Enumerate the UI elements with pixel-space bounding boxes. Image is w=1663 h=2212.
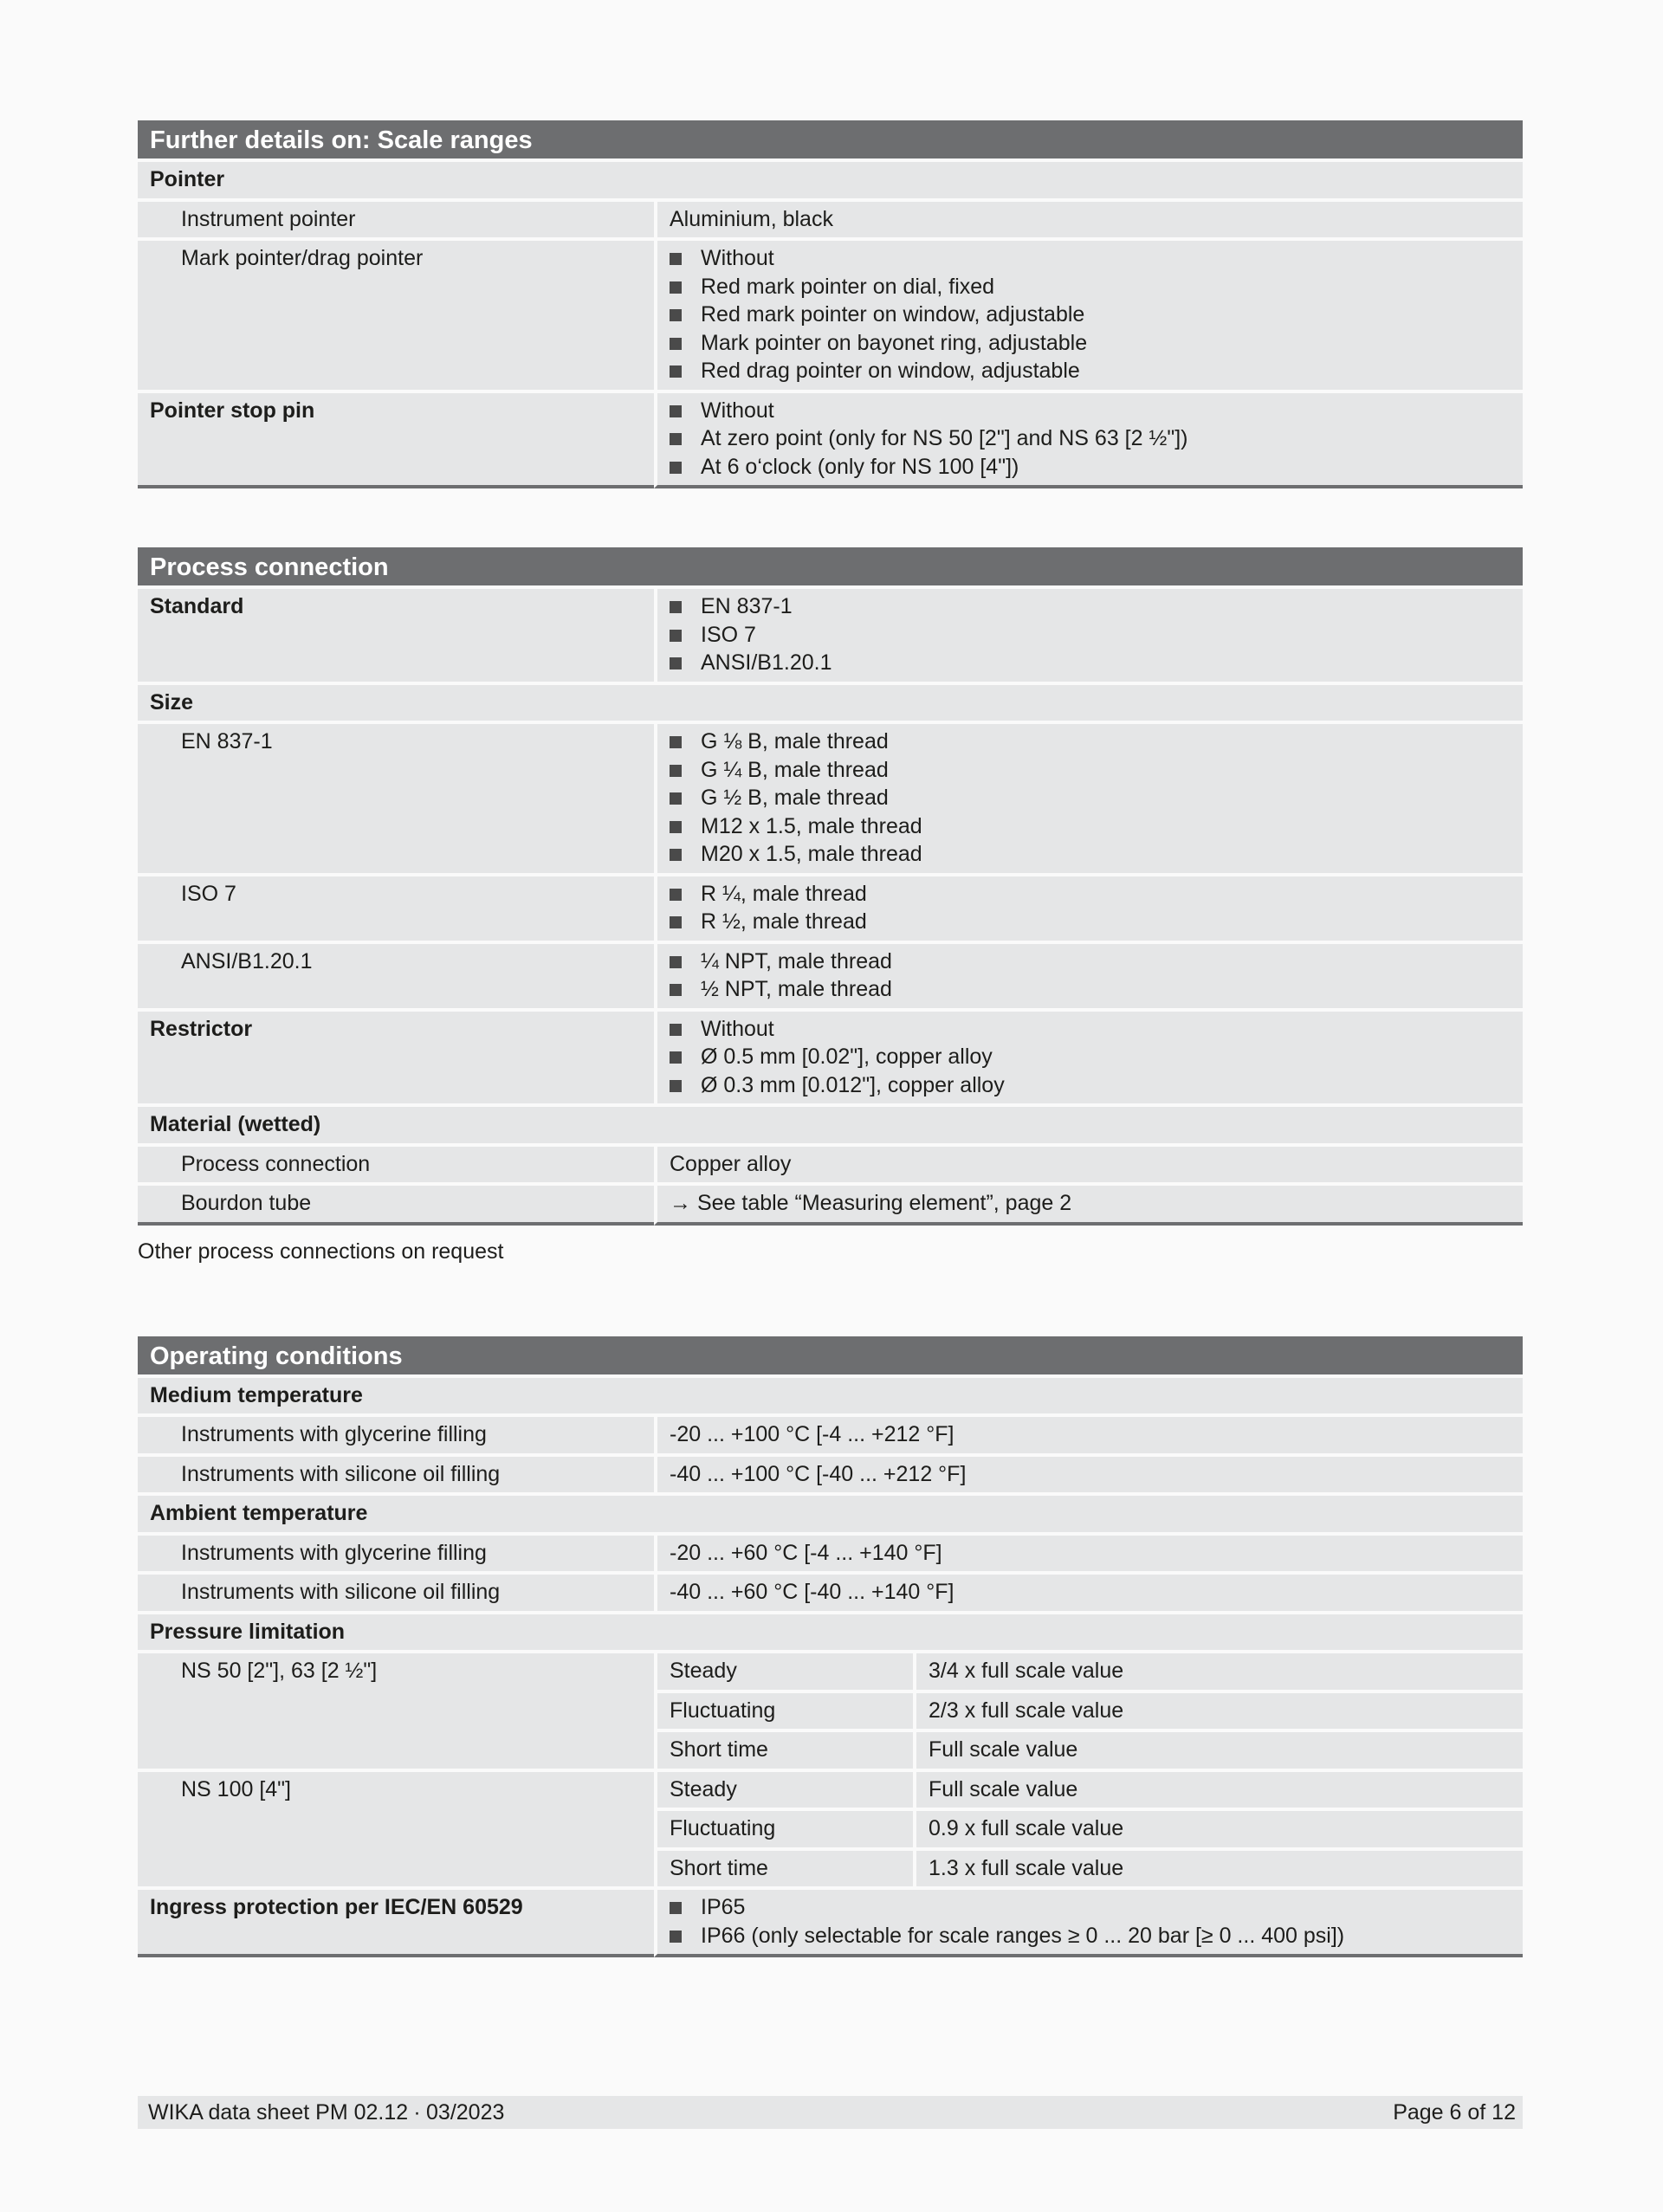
list-item: EN 837-1 [670,592,1511,621]
list-item: IP65 [670,1893,1511,1922]
section-title: Operating conditions [138,1336,1523,1374]
row-label: Instruments with silicone oil filling [138,1575,654,1611]
pressure-value: 3/4 x full scale value [913,1653,1523,1690]
section-title: Further details on: Scale ranges [138,120,1523,158]
scale-ranges-table [138,117,1523,492]
row-value: -20 ... +100 °C [-4 ... +212 °F] [654,1417,1523,1453]
list-item: Red mark pointer on dial, fixed [670,273,1511,301]
section-title: Process connection [138,547,1523,585]
row-label: ANSI/B1.20.1 [138,944,654,1008]
list-item: Without [670,244,1511,273]
pressure-value: 1.3 x full scale value [913,1851,1523,1887]
row-label: Instruments with glycerine filling [138,1417,654,1453]
row-label: Instrument pointer [138,202,654,238]
list-item: IP66 (only selectable for scale ranges ≥ 0 ... 20 bar [≥ 0 ... 400 psi]) [670,1922,1511,1950]
list-item: M12 x 1.5, male thread [670,812,1511,841]
row-label: EN 837-1 [138,724,654,873]
row-label: Mark pointer/drag pointer [138,241,654,390]
bullet-list [670,1015,1511,1100]
list-item: Mark pointer on bayonet ring, adjustable [670,329,1511,358]
group-label: Material (wetted) [138,1107,1523,1143]
list-item: G ¼ B, male thread [670,756,1511,785]
row-value: -40 ... +100 °C [-40 ... +212 °F] [654,1457,1523,1493]
list-item: R ½, male thread [670,908,1511,936]
list-item: Red drag pointer on window, adjustable [670,357,1511,385]
row-label: ISO 7 [138,876,654,941]
list-item: Without [670,1015,1511,1044]
list-item: Without [670,397,1511,425]
page-footer [138,2096,1523,2129]
pressure-type: Steady [654,1772,913,1808]
bullet-list [670,728,1511,869]
list-item: At zero point (only for NS 50 [2"] and NS 63 [2 ½"]) [670,424,1511,453]
page-content [138,117,1523,1961]
list-item: Red mark pointer on window, adjustable [670,301,1511,329]
row-value: Aluminium, black [654,202,1523,238]
row-label: Bourdon tube [138,1186,654,1226]
pressure-value: 2/3 x full scale value [913,1693,1523,1730]
bullet-list [670,397,1511,482]
list-item: Ø 0.5 mm [0.02"], copper alloy [670,1043,1511,1071]
row-label: NS 100 [4"] [138,1772,654,1887]
group-label: Size [138,685,1523,721]
group-label: Pointer [138,162,1523,198]
list-item: ½ NPT, male thread [670,975,1511,1004]
row-value: → See table “Measuring element”, page 2 [654,1186,1523,1226]
row-value: Copper alloy [654,1147,1523,1183]
row-label: Process connection [138,1147,654,1183]
list-item: R ¼, male thread [670,880,1511,909]
list-item: G ½ B, male thread [670,784,1511,812]
process-connection-table [138,544,1523,1229]
page-number: Page 6 of 12 [1393,2100,1516,2125]
row-label: Restrictor [138,1012,654,1104]
pressure-value: Full scale value [913,1772,1523,1808]
pressure-value: Full scale value [913,1732,1523,1769]
pressure-value: 0.9 x full scale value [913,1811,1523,1847]
pressure-type: Short time [654,1851,913,1887]
row-label: Instruments with silicone oil filling [138,1457,654,1493]
footnote: Other process connections on request [138,1239,504,1264]
row-label: Instruments with glycerine filling [138,1536,654,1572]
row-label: NS 50 [2"], 63 [2 ½"] [138,1653,654,1769]
row-value: -40 ... +60 °C [-40 ... +140 °F] [654,1575,1523,1611]
bullet-list [670,880,1511,936]
group-label: Pressure limitation [138,1614,1523,1651]
bullet-list [670,244,1511,385]
row-label: Pointer stop pin [138,393,654,489]
list-item: ¼ NPT, male thread [670,948,1511,976]
list-item: G ⅛ B, male thread [670,728,1511,756]
row-label: Standard [138,589,654,682]
row-label: Ingress protection per IEC/EN 60529 [138,1890,654,1957]
operating-conditions-table [138,1333,1523,1962]
list-item: M20 x 1.5, male thread [670,840,1511,869]
bullet-list [670,1893,1511,1950]
list-item: At 6 o‘clock (only for NS 100 [4"]) [670,453,1511,482]
group-label: Ambient temperature [138,1496,1523,1532]
group-label: Medium temperature [138,1378,1523,1414]
pressure-type: Fluctuating [654,1693,913,1730]
row-value: -20 ... +60 °C [-4 ... +140 °F] [654,1536,1523,1572]
list-item: ISO 7 [670,621,1511,650]
pressure-type: Short time [654,1732,913,1769]
pressure-type: Fluctuating [654,1811,913,1847]
bullet-list [670,948,1511,1004]
pressure-type: Steady [654,1653,913,1690]
list-item: ANSI/B1.20.1 [670,649,1511,677]
datasheet-reference: WIKA data sheet PM 02.12 ∙ 03/2023 [148,2100,505,2125]
bullet-list [670,592,1511,677]
list-item: Ø 0.3 mm [0.012"], copper alloy [670,1071,1511,1100]
